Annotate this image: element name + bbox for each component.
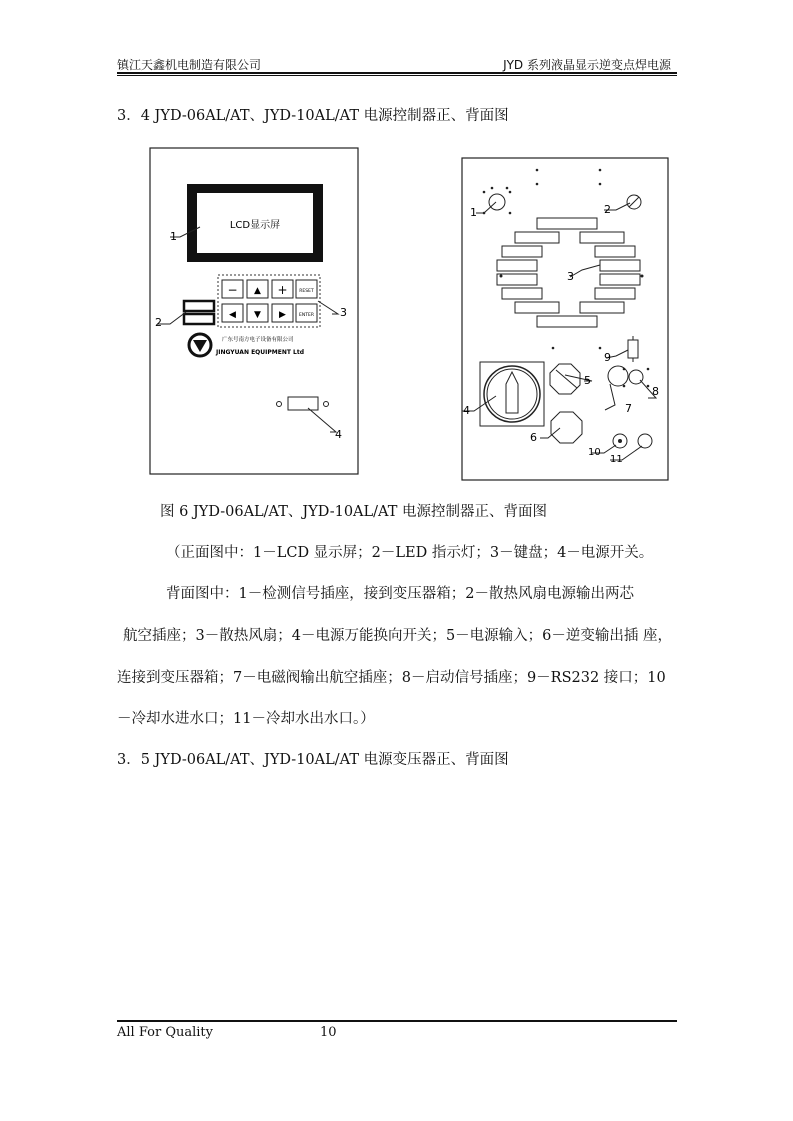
back-callout-7: 7 [625,402,632,415]
back-callout-5: 5 [584,374,591,387]
lcd-screen [187,184,323,262]
desc-line-5: －冷却水进水口；11－冷却水出水口。） [117,711,375,727]
back-callout-1: 1 [470,206,477,219]
keypad [218,275,320,327]
key-left: ◀ [229,310,236,320]
front-callout-1: 1 [170,230,177,243]
power-input-5 [550,364,580,394]
section-heading-3-4: 3．4 JYD-06AL/AT、JYD-10AL/AT 电源控制器正、背面图 [117,108,509,124]
back-callout-6: 6 [530,431,537,444]
desc-line-4: 连接到变压器箱；7－电磁阀输出航空插座；8－启动信号插座；9－RS232 接口；10 [117,670,666,686]
rotary-switch-4 [480,362,544,426]
brand-en: JINGYUAN EQUIPMENT Ltd [216,349,305,356]
page-number: 10 [320,1025,337,1040]
brand-cn: 广东号南方电子设备有限公司 [222,337,294,343]
key-down: ▼ [254,310,261,320]
desc-line-3: 航空插座；3－散热风扇；4－电源万能换向开关；5－电源输入；6－逆变输出插 座， [123,628,673,644]
header-rule [117,72,677,74]
key-enter: ENTER [299,313,314,318]
key-right: ▶ [279,310,286,320]
header-company: 镇江天鑫机电制造有限公司 [117,58,262,72]
key-plus: + [277,283,288,297]
figure-caption: 图 6 JYD-06AL/AT、JYD-10AL/AT 电源控制器正、背面图 [160,504,547,520]
key-up: ▲ [254,286,261,296]
back-callout-8: 8 [652,385,659,398]
key-reset: RESET [299,289,314,294]
front-callout-4: 4 [335,428,342,441]
section-heading-3-5: 3．5 JYD-06AL/AT、JYD-10AL/AT 电源变压器正、背面图 [117,752,509,768]
brand-logo [189,334,304,356]
header-rule-thin [117,75,677,76]
mount-dots [491,169,644,350]
power-switch [277,397,329,410]
back-callout-3: 3 [567,270,574,283]
inverter-output-6 [551,412,582,443]
fan-power-socket-2 [627,195,641,209]
rs232-port-9 [628,336,638,362]
lcd-label: LCD显示屏 [229,220,281,231]
back-callout-2: 2 [604,203,611,216]
header-product: JYD 系列液晶显示逆变点焊电源 [503,58,671,72]
back-callout-4: 4 [463,404,470,417]
controller-figure [140,140,680,490]
desc-line-1: （正面图中：1－LCD 显示屏；2－LED 指示灯；3－键盘；4－电源开关。 [166,545,654,561]
back-callout-9: 9 [604,351,611,364]
back-callout-11: 11 [610,454,623,465]
footer-rule [117,1020,677,1022]
water-outlet-11 [638,434,652,448]
front-panel [150,148,358,474]
key-minus: − [227,283,238,297]
back-callout-10: 10 [588,447,601,458]
back-panel [462,158,668,480]
footer-left: All For Quality [117,1025,213,1040]
front-callout-3: 3 [340,306,347,319]
desc-line-2: 背面图中：1－检测信号插座，接到变压器箱；2－散热风扇电源输出两芯 [166,586,634,602]
led-indicators [184,301,214,324]
front-callout-2: 2 [155,316,162,329]
